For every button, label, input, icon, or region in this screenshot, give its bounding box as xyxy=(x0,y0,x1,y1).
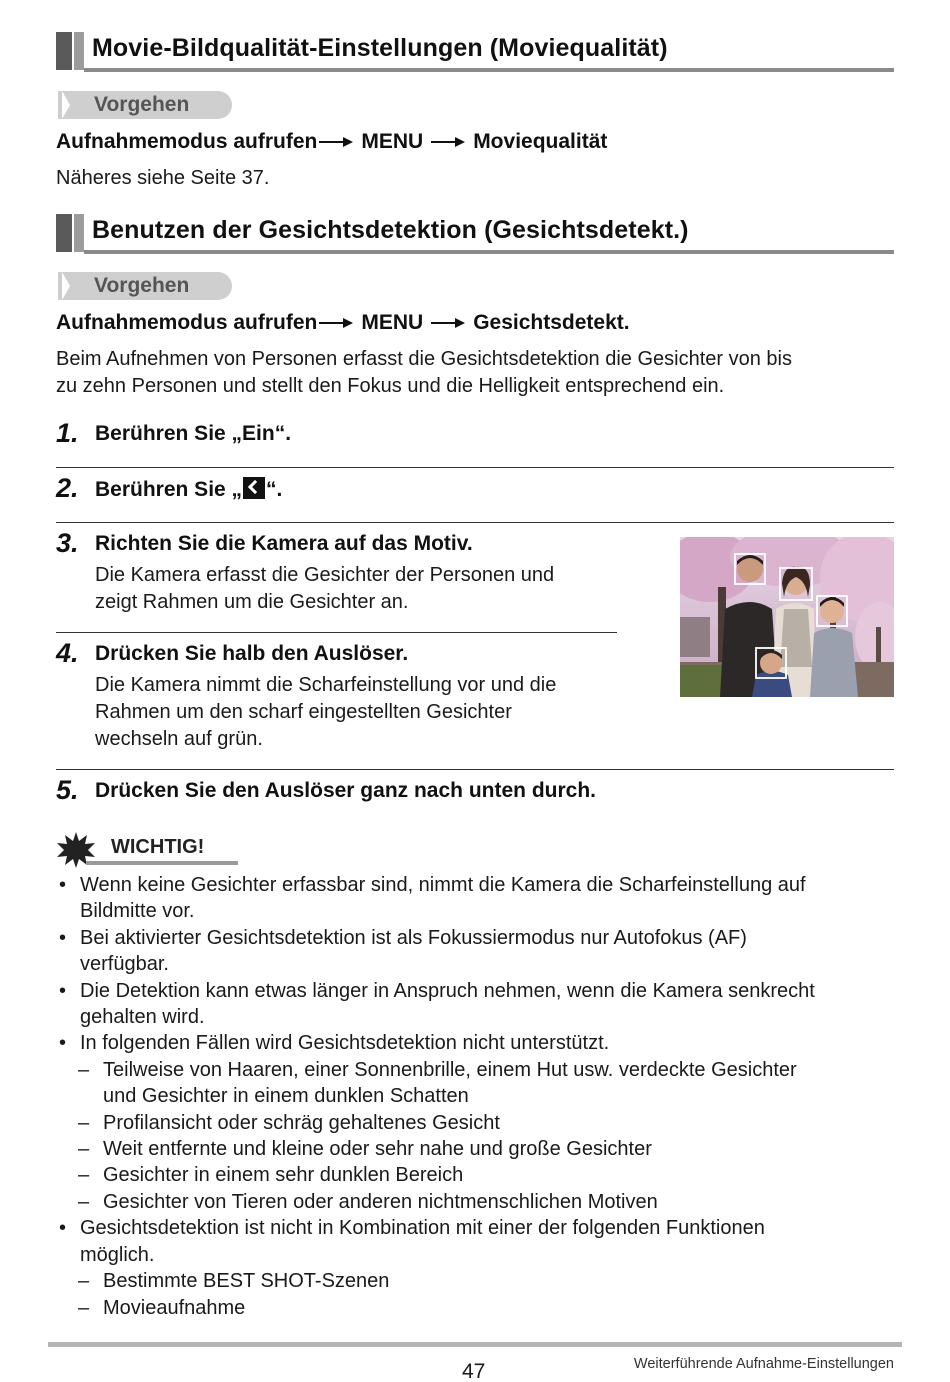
sub-item: – Bestimmte BEST SHOT-Szenen xyxy=(56,1268,906,1294)
bullet-item: • Wenn keine Gesichter erfassbar sind, nimmt die Kamera die Scharfeinstellung auf Bildmitte vor. xyxy=(56,872,906,925)
divider xyxy=(56,632,617,633)
arrow-icon xyxy=(431,137,467,147)
page-number: 47 xyxy=(462,1360,486,1382)
arrow-icon xyxy=(319,318,355,328)
intro-text: Beim Aufnehmen von Personen erfasst die Gesichtsdetektion die Gesichter von bis zu zehn Personen und stellt den Fokus und die Helligkeit entsprechend ein. xyxy=(56,348,792,397)
step-number: 1. xyxy=(56,418,79,448)
section-title: Movie-Bildqualität-Einstellungen (Moviequalität) xyxy=(92,34,668,62)
back-arrow-key-icon xyxy=(243,477,265,499)
face-detection-example-photo xyxy=(680,537,894,697)
arrow-icon xyxy=(431,318,467,328)
bullet-item: • In folgenden Fällen wird Gesichtsdetektion nicht unterstützt. xyxy=(56,1030,906,1056)
important-list xyxy=(56,872,906,1321)
arrow-icon xyxy=(319,137,355,147)
step-title: Drücken Sie halb den Auslöser. xyxy=(95,642,409,665)
bullet-item: • Die Detektion kann etwas länger in Anspruch nehmen, wenn die Kamera senkrecht gehalten wird. xyxy=(56,978,906,1031)
step-title: Berühren Sie „ “. xyxy=(95,478,283,501)
step-number: 2. xyxy=(56,473,79,503)
bullet-item: • Gesichtsdetektion ist nicht in Kombination mit einer der folgenden Funktionen möglich. xyxy=(56,1215,906,1268)
chapter-title: Weiterführende Aufnahme-Einstellungen xyxy=(633,1356,894,1372)
step-number: 5. xyxy=(56,775,79,805)
section-heading-movie-quality xyxy=(56,32,894,72)
bullet-item: • Bei aktivierter Gesichtsdetektion ist als Fokussiermodus nur Autofokus (AF) verfügbar. xyxy=(56,925,906,978)
step-description: Die Kamera erfasst die Gesichter der Personen und zeigt Rahmen um die Gesichter an. xyxy=(95,564,555,613)
step-description: Die Kamera nimmt die Scharfeinstellung vor und die Rahmen um den scharf eingestellten Gesichter wechseln auf grün. xyxy=(95,674,557,750)
divider xyxy=(56,522,894,523)
step-number: 4. xyxy=(56,638,79,668)
sub-item: – Teilweise von Haaren, einer Sonnenbrille, einem Hut usw. verdeckte Gesichter und Gesichter in einem dunklen Schatten xyxy=(56,1057,906,1110)
sub-item: – Gesichter von Tieren oder anderen nichtmenschlichen Motiven xyxy=(56,1189,906,1215)
section-heading-face-detection xyxy=(56,214,894,254)
divider xyxy=(56,467,894,468)
sub-item: – Weit entfernte und kleine oder sehr nahe und große Gesichter xyxy=(56,1136,906,1162)
procedure-label: Vorgehen xyxy=(58,91,232,119)
procedure-label: Vorgehen xyxy=(58,272,232,300)
footer-rule xyxy=(48,1342,902,1347)
sub-item: – Gesichter in einem sehr dunklen Bereich xyxy=(56,1162,906,1188)
important-heading: WICHTIG! xyxy=(56,832,238,868)
section-title: Benutzen der Gesichtsdetektion (Gesichtsdetekt.) xyxy=(92,216,689,244)
reference-text: Näheres siehe Seite 37. xyxy=(56,167,270,189)
step-number: 3. xyxy=(56,528,79,558)
menu-path: Aufnahmemodus aufrufen MENU Gesichtsdetekt. xyxy=(56,311,630,334)
divider xyxy=(56,769,894,770)
step-title: Berühren Sie „Ein“. xyxy=(95,422,292,445)
step-title: Drücken Sie den Auslöser ganz nach unten durch. xyxy=(95,779,596,802)
menu-path: Aufnahmemodus aufrufen MENU Moviequalität xyxy=(56,130,608,153)
sub-item: – Movieaufnahme xyxy=(56,1295,906,1321)
step-title: Richten Sie die Kamera auf das Motiv. xyxy=(95,532,473,555)
sub-item: – Profilansicht oder schräg gehaltenes Gesicht xyxy=(56,1110,906,1136)
